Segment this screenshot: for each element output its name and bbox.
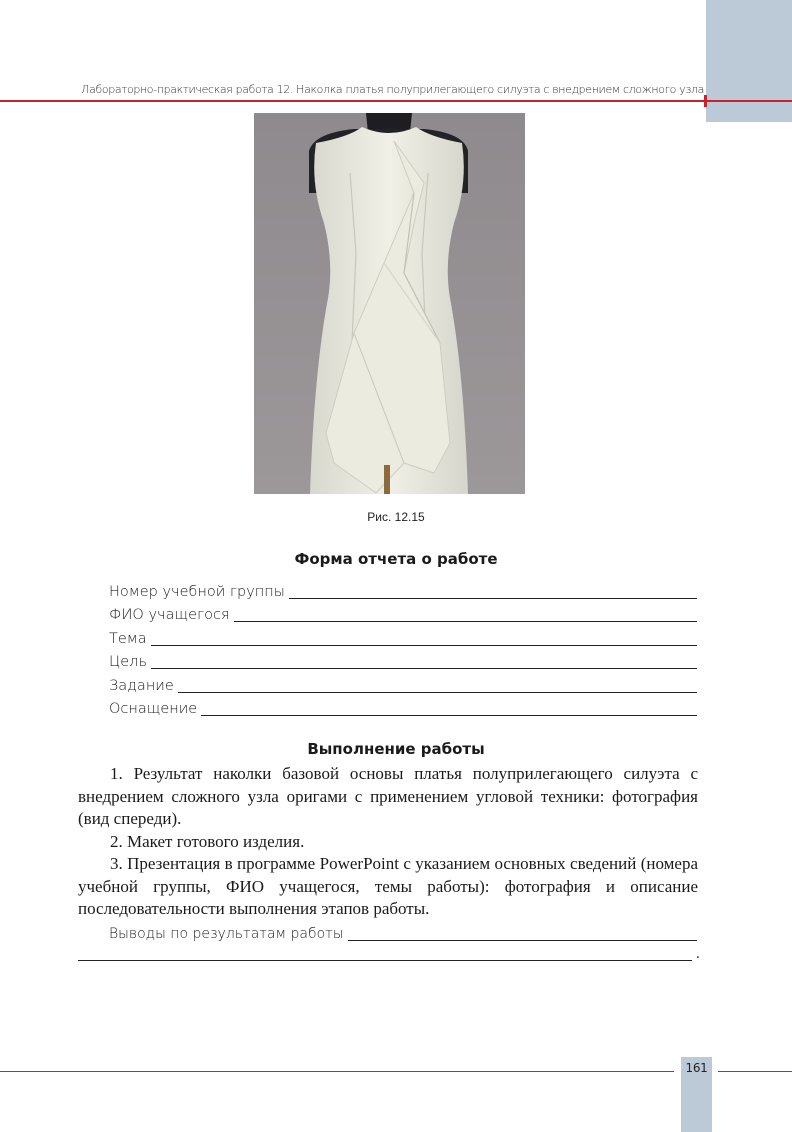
header-rule-tick	[704, 95, 707, 107]
form-field-line[interactable]	[178, 678, 697, 693]
conclusions-end-mark: .	[696, 946, 700, 962]
page-number: 161	[685, 1061, 708, 1075]
form-field-label: Задание	[109, 678, 174, 694]
execution-title: Выполнение работы	[307, 740, 485, 758]
execution-item: 3. Презентация в программе PowerPoint с указанием основных сведений (номера учебной группы, ФИО учащегося, темы работы): фотография и описание последовательности выполнения этапов работы.	[78, 854, 698, 918]
form-field-equipment[interactable]	[109, 697, 697, 717]
running-head: Лабораторно-практическая работа 12. Наколка платья полуприлегающего силуэта с внедрением сложного узла	[81, 83, 704, 96]
execution-item: 1. Результат наколки базовой основы платья полуприлегающего силуэта с внедрением сложного узла оригами с применением угловой техники: фотография (вид спереди).	[78, 764, 698, 828]
header-rule	[0, 100, 792, 102]
figure-caption: Рис. 12.15	[367, 510, 425, 524]
form-field-task[interactable]	[109, 674, 697, 694]
conclusions-label: Выводы по результатам работы	[109, 926, 344, 942]
execution-item: 2. Макет готового изделия.	[110, 831, 305, 851]
footer-rule-right	[718, 1071, 792, 1072]
corner-tab	[706, 0, 792, 122]
conclusions-line-second[interactable]	[78, 960, 692, 961]
form-field-label: Номер учебной группы	[109, 584, 285, 600]
form-field-group-number[interactable]	[109, 580, 697, 600]
form-field-student-name[interactable]	[109, 603, 697, 623]
form-field-goal[interactable]	[109, 650, 697, 670]
form-field-label: Тема	[109, 631, 147, 647]
conclusions-line[interactable]	[348, 926, 697, 941]
footer-rule-left	[0, 1071, 674, 1072]
conclusions-field[interactable]	[109, 922, 697, 942]
execution-body	[78, 763, 698, 921]
form-field-topic[interactable]	[109, 627, 697, 647]
form-field-label: Цель	[109, 654, 147, 670]
form-field-line[interactable]	[151, 631, 697, 646]
report-form-title: Форма отчета о работе	[294, 550, 498, 568]
form-field-label: Оснащение	[109, 701, 198, 717]
form-field-line[interactable]	[234, 607, 697, 622]
dress-photo	[254, 113, 525, 494]
form-field-line[interactable]	[289, 584, 697, 599]
form-field-line[interactable]	[151, 654, 697, 669]
form-field-label: ФИО учащегося	[109, 607, 230, 623]
form-field-line[interactable]	[201, 701, 697, 716]
